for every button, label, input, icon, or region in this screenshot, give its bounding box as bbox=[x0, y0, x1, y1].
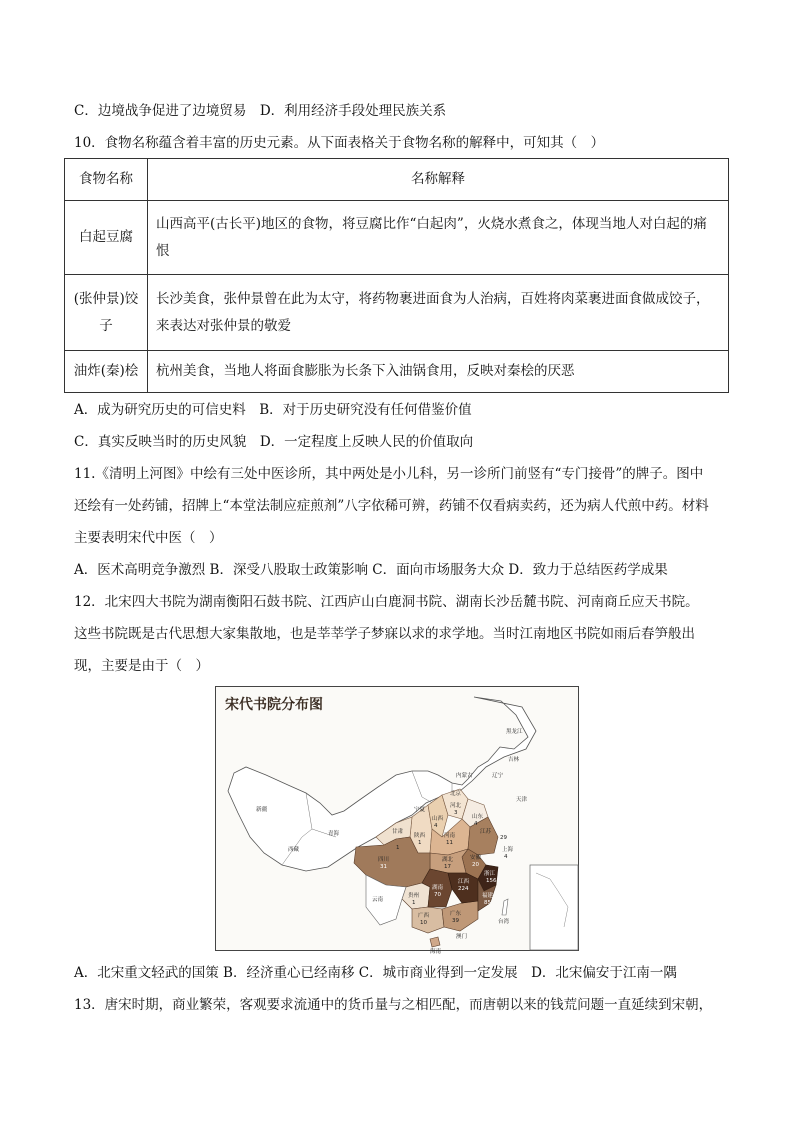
question-12-line3: 现，主要是由于（ ） bbox=[74, 658, 209, 674]
question-12-line2: 这些书院既是古代思想大家集散地，也是莘莘学子梦寐以求的求学地。当时江南地区书院如雨后春笋般出 bbox=[74, 626, 695, 642]
label-hubei: 湖北 bbox=[442, 857, 454, 863]
count-fujian: 85 bbox=[484, 900, 491, 906]
count-sichuan: 31 bbox=[380, 864, 387, 870]
table-row bbox=[65, 201, 729, 275]
label-jiangsu: 江苏 bbox=[480, 829, 492, 835]
count-shanghai: 4 bbox=[504, 854, 508, 860]
q11-options: A．医术高明竞争激烈 B．深受八股取士政策影响 C．面向市场服务大众 D．致力于总结医药学成果 bbox=[74, 562, 668, 578]
table-row bbox=[65, 275, 729, 351]
explanation-cell: 杭州美食，当地人将面食膨胀为长条下入油锅食用，反映对秦桧的厌恶 bbox=[148, 351, 729, 393]
table-header-row bbox=[65, 159, 729, 201]
label-hunan: 湖南 bbox=[432, 885, 444, 891]
explanation-cell: 山西高平(古长平)地区的食物，将豆腐比作“白起肉”，火烧水煮食之，体现当地人对白起的痛 恨 bbox=[148, 201, 729, 275]
label-shaanxi: 陕西 bbox=[414, 833, 426, 839]
label-tianjin: 天津 bbox=[516, 797, 528, 803]
label-xizang: 西藏 bbox=[288, 847, 300, 853]
count-zhejiang: 156 bbox=[486, 878, 497, 884]
count-jiangsu: 29 bbox=[500, 835, 507, 841]
line-q9-options: C．边境战争促进了边境贸易 D．利用经济手段处理民族关系 bbox=[74, 103, 447, 119]
count-hebei: 3 bbox=[454, 810, 458, 816]
label-guangdong: 广东 bbox=[450, 911, 462, 917]
count-shaanxi: 1 bbox=[418, 840, 422, 846]
question-12-line1: 12．北宋四大书院为湖南衡阳石鼓书院、江西庐山白鹿洞书院、湖南长沙岳麓书院、河南商丘应天书院。 bbox=[74, 594, 699, 610]
label-shandong: 山东 bbox=[472, 814, 484, 820]
label-hainan: 海南 bbox=[430, 949, 442, 955]
question-11-line2: 还绘有一处药铺，招牌上“本堂法制应症煎剂”八字依稀可辨，药铺不仅看病卖药，还为病人代煎中药。材料 bbox=[74, 498, 709, 514]
map-title: 宋代书院分布图 bbox=[225, 697, 323, 713]
song-academy-map bbox=[215, 686, 579, 955]
q12-options: A．北宋重文轻武的国策 B．经济重心已经南移 C．城市商业得到一定发展 D．北宋偏安于江南一隅 bbox=[74, 965, 677, 981]
q10-options-cd: C．真实反映当时的历史风貌 D．一定程度上反映人民的价值取向 bbox=[74, 434, 474, 450]
label-shanxi: 山西 bbox=[432, 816, 444, 822]
map-svg bbox=[216, 687, 578, 955]
question-11-line3: 主要表明宋代中医（ ） bbox=[74, 530, 223, 546]
count-hunan: 70 bbox=[434, 892, 441, 898]
label-heilongjiang: 黑龙江 bbox=[506, 729, 523, 735]
question-13-line1: 13．唐宋时期，商业繁荣，客观要求流通中的货币量与之相匹配，而唐朝以来的钱荒问题一直延续到宋朝， bbox=[74, 997, 713, 1013]
label-yunnan: 云南 bbox=[372, 897, 384, 903]
label-anhui: 安徽 bbox=[470, 855, 482, 861]
count-guizhou: 1 bbox=[412, 900, 416, 906]
label-ningxia: 宁夏 bbox=[414, 807, 426, 813]
label-guizhou: 贵州 bbox=[408, 893, 420, 899]
label-aomen: 澳门 bbox=[456, 934, 468, 940]
label-jiangxi: 江西 bbox=[458, 879, 470, 885]
region-taiwan bbox=[502, 899, 508, 915]
label-neimenggu: 内蒙古 bbox=[456, 773, 473, 779]
label-qinghai: 青海 bbox=[328, 831, 340, 837]
label-gansu: 甘肃 bbox=[392, 829, 404, 835]
label-jilin: 吉林 bbox=[508, 757, 520, 763]
food-name-cell: (张仲景)饺 子 bbox=[65, 275, 148, 351]
label-xinjiang: 新疆 bbox=[256, 807, 268, 813]
label-guangxi: 广西 bbox=[418, 913, 430, 919]
count-shanxi: 4 bbox=[434, 823, 438, 829]
food-table bbox=[64, 158, 729, 393]
label-sichuan: 四川 bbox=[378, 857, 390, 863]
label-shanghai: 上海 bbox=[502, 847, 514, 853]
food-name-cell: 油炸(秦)桧 bbox=[65, 351, 148, 393]
header-food-name: 食物名称 bbox=[65, 159, 148, 201]
count-henan: 11 bbox=[446, 840, 453, 846]
explanation-cell: 长沙美食，张仲景曾在此为太守，将药物裹进面食为人治病，百姓将肉菜裹进面食做成饺子， 来表达对张仲景的敬爱 bbox=[148, 275, 729, 351]
south-sea-inset bbox=[530, 865, 578, 950]
label-beijing: 北京 bbox=[450, 791, 462, 797]
question-10: 10．食物名称蕴含着丰富的历史元素。从下面表格关于食物名称的解释中，可知其（ ） bbox=[74, 135, 605, 151]
label-fujian: 福建 bbox=[482, 893, 494, 899]
count-jiangxi: 224 bbox=[458, 886, 469, 892]
q10-options-ab: A．成为研究历史的可信史料 B．对于历史研究没有任何借鉴价值 bbox=[74, 402, 472, 418]
food-name-cell: 白起豆腐 bbox=[65, 201, 148, 275]
count-hubei: 17 bbox=[444, 864, 451, 870]
label-henan: 河南 bbox=[444, 833, 456, 839]
header-explanation: 名称解释 bbox=[148, 159, 729, 201]
label-hebei: 河北 bbox=[450, 803, 462, 809]
label-zhejiang: 浙江 bbox=[484, 871, 496, 877]
count-shandong: 4 bbox=[474, 821, 478, 827]
label-liaoning: 辽宁 bbox=[492, 773, 504, 779]
count-guangdong: 39 bbox=[452, 918, 459, 924]
region-guangxi bbox=[412, 907, 444, 933]
count-guangxi: 10 bbox=[420, 920, 427, 926]
question-11-line1: 11.《清明上河图》中绘有三处中医诊所，其中两处是小儿科，另一诊所门前竖有“专门接骨”的牌子。图中 bbox=[74, 466, 704, 482]
table-row bbox=[65, 351, 729, 393]
count-anhui: 20 bbox=[472, 862, 479, 868]
label-taiwan: 台湾 bbox=[498, 919, 510, 925]
count-gansu: 1 bbox=[396, 845, 400, 851]
region-hainan bbox=[430, 937, 440, 947]
